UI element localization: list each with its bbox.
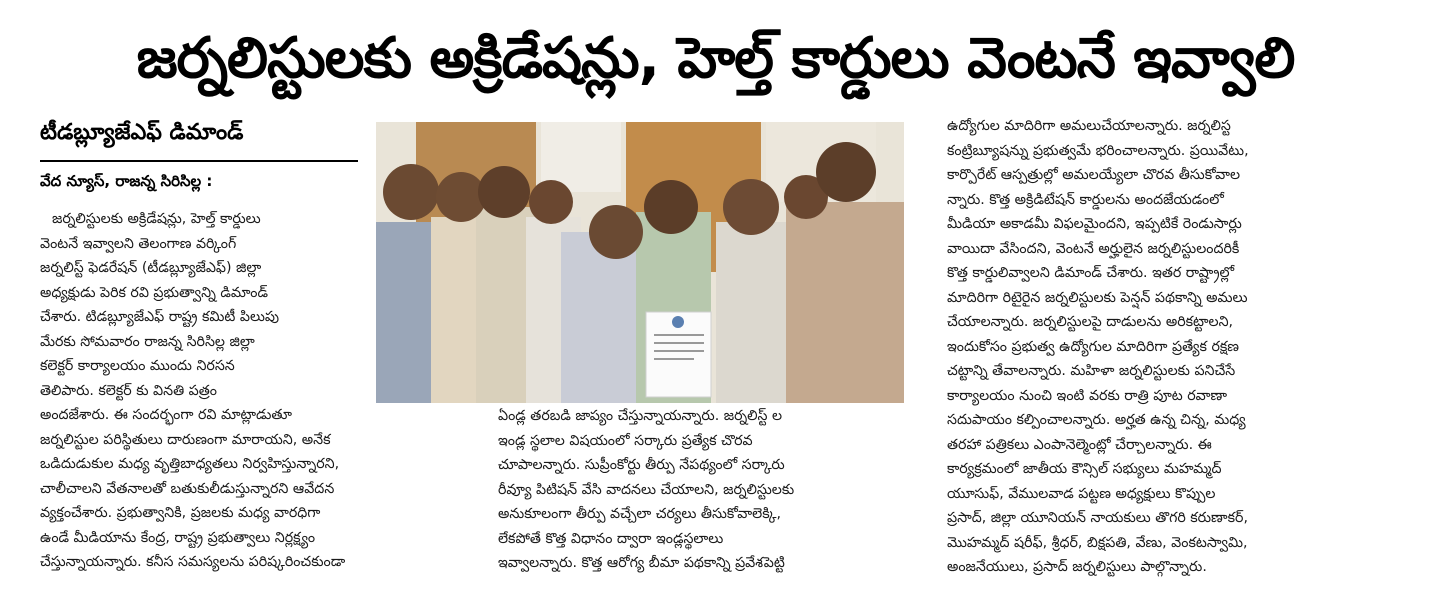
article-line: తరహా పత్రికలు ఎంపానెల్మెంట్లో చేర్చాలన్నారు. ఈ: [947, 436, 1212, 453]
news-photo: [376, 122, 904, 403]
article-line: వాయిదా వేసిందని, వెంటనే అర్హులైన జర్నలిస్టులందరికీ: [947, 240, 1240, 257]
article-line: న్నారు. కొత్త అక్రిడిటేషన్ కార్డులను అందజేయడంలో: [947, 191, 1224, 208]
article-line: చాలీచాలని వేతనాలతో బతుకులీడుస్తున్నారని ఆవేదన: [40, 480, 335, 497]
article-line: చూపాలన్నారు. సుప్రీంకోర్టు తీర్పు నేపథ్యంలో సర్కారు: [498, 457, 785, 473]
article-line: తెలిపారు. కలెక్టర్ కు వినతి పత్రం: [40, 382, 217, 399]
article-line: ఇందుకోసం ప్రభుత్వ ఉద్యోగుల మాదిరిగా ప్రత్యేక రక్షణ: [947, 338, 1239, 355]
article-line: యూసుఫ్, వేములవాడ పట్టణ అధ్యక్షులు కొప్పుల: [947, 485, 1216, 502]
article-line: అందజేశారు. ఈ సందర్భంగా రవి మాట్లాడుతూ: [40, 407, 292, 423]
article-line: జర్నలిస్టులకు అక్రిడేషన్లు, హెల్త్ కార్డులు: [52, 211, 261, 227]
article-line: వెంటనే ఇవ్వాలని తెలంగాణ వర్కింగ్: [40, 235, 237, 252]
article-line: జర్నలిస్ట్ ఫెడరేషన్ (టీడబ్ల్యూజేఎఫ్) జిల్లా: [40, 260, 262, 276]
article-line: మాదిరిగా రిటైరైన జర్నలిస్టులకు పెన్షన్ పథకాన్ని అమలు: [947, 289, 1248, 306]
article-line: జర్నలిస్టుల పరిస్థితులు దారుణంగా మారాయని, అనేక: [40, 431, 331, 448]
headline: జర్నలిస్టులకు అక్రిడేషన్లు, హెల్త్ కార్డులు వెంటనే ఇవ్వాలి: [136, 26, 1295, 91]
article-line: చట్టాన్ని తేవాలన్నారు. మహిళా జర్నలిస్టులకు పనిచేసే: [947, 363, 1236, 379]
article-line: ఇవ్వాలన్నారు. కొత్త ఆరోగ్య బీమా పథకాన్ని ప్రవేశపెట్టి: [498, 555, 785, 571]
article-line: మీడియా అకాడమీ విఫలమైందని, ఇప్పటికే రెండుసార్లు: [947, 216, 1242, 232]
article-line: ఏండ్ల తరబడి జాప్యం చేస్తున్నాయన్నారు. జర్నలిస్ట్ ల: [498, 408, 783, 424]
article-line: చేస్తున్నాయన్నారు. కనీస సమస్యలను పరిష్కరించకుండా: [40, 554, 346, 570]
article-line: మేరకు సోమవారం రాజన్న సిరిసిల్ల జిల్లా: [40, 333, 255, 350]
article-column-3: [947, 114, 1377, 580]
article-line: అంజనేయులు, ప్రసాద్ జర్నలిస్టులు పాల్గొన్నారు.: [947, 559, 1207, 575]
article-line: కలెక్టర్ కార్యాలయం ముందు నిరసన: [40, 358, 235, 374]
article-line: రీవ్యూ పిటిషన్ వేసి వాదనలు చేయాలని, జర్నలిస్టులకు: [498, 481, 795, 498]
article-line: కార్పొరేట్ ఆస్పత్రుల్లో అమలయ్యేలా చొరవ తీసుకోవాల: [947, 167, 1241, 183]
article-line: ఉద్యోగుల మాదిరిగా అమలుచేయాలన్నారు. జర్నలిస్ట: [947, 118, 1231, 134]
article-line: కార్యాలయం నుంచి ఇంటి వరకు రాత్రి పూట రవాణా: [947, 387, 1228, 404]
article-line: లేకపోతే కొత్త విధానం ద్వారా ఇండ్లస్థలాలు: [498, 530, 724, 547]
subhead-divider: [40, 160, 358, 162]
article-line: కొత్త కార్డులివ్వాలని డిమాండ్ చేశారు. ఇతర రాష్ట్రాల్లో: [947, 265, 1235, 281]
article-line: కంట్రిబ్యూషన్ను ప్రభుత్వమే భరించాలన్నారు. ప్రయివేటు,: [947, 142, 1249, 159]
article-line: ఇండ్ల స్థలాల విషయంలో సర్కారు ప్రత్యేక చొరవ: [498, 432, 753, 449]
article-line: మొహమ్మద్ షరీఫ్, శ్రీధర్, బిక్షపతి, వేణు, వెంకటస్వామి,: [947, 534, 1248, 551]
article-line: ఒడిదుడుకుల మధ్య వృత్తిబాధ్యతలు నిర్వహిస్తున్నారని,: [40, 456, 340, 472]
article-line: వ్యక్తంచేశారు. ప్రభుత్వానికి, ప్రజలకు మధ్య వారధిగా: [40, 505, 321, 521]
article-line: అధ్యక్షుడు పెరిక రవి ప్రభుత్వాన్ని డిమాండ్: [40, 284, 268, 301]
article-column-1: [40, 207, 455, 575]
article-line: చేయాలన్నారు. జర్నలిస్టులపై దాడులను అరికట్టాలని,: [947, 314, 1234, 330]
article-line: సదుపాయం కల్పించాలన్నారు. అర్హత ఉన్న చిన్న, మధ్య: [947, 412, 1246, 428]
article-column-2: [498, 404, 902, 576]
article-line: అనుకూలంగా తీర్పు వచ్చేలా చర్యలు తీసుకోవాలెక్కి,: [498, 506, 781, 522]
article-line: ఉండే మీడియాను కేంద్ర, రాష్ట్ర ప్రభుత్వాలు నిర్లక్ష్యం: [40, 529, 316, 546]
dateline: వేద న్యూస్, రాజన్న సిరిసిల్ల :: [40, 172, 213, 190]
article-line: కార్యక్రమంలో జాతీయ కౌన్సిల్ సభ్యులు మహమ్మద్: [947, 461, 1222, 477]
article-line: ప్రసాద్, జిల్లా యూనియన్ నాయకులు తొగరి కరుణాకర్,: [947, 510, 1248, 526]
article-line: చేశారు. టిడబ్ల్యూజేఎఫ్ రాష్ట్ర కమిటీ పిలుపు: [40, 309, 280, 325]
subhead: టీడబ్ల్యూజేఎఫ్ డిమాండ్: [40, 120, 244, 145]
